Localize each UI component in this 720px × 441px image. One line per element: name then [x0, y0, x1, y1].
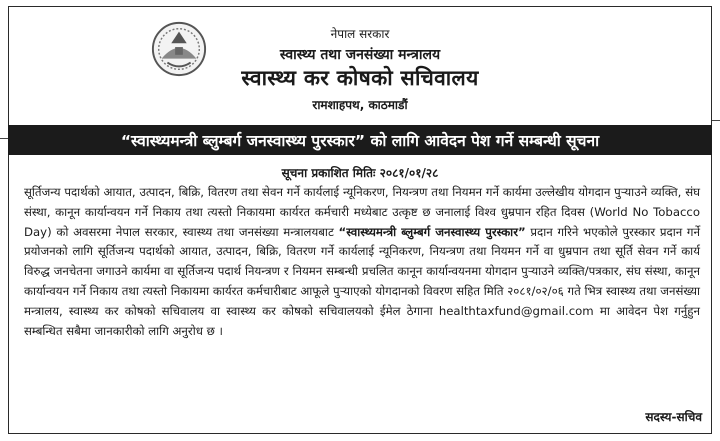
- signoff-title: सदस्य-सचिव: [645, 410, 702, 424]
- office-name: स्वास्थ्य कर कोषको सचिवालय: [241, 66, 479, 90]
- notice-title-banner: [8, 125, 712, 155]
- office-address: रामशाहपथ, काठमाडौं: [312, 98, 408, 112]
- scan-edge-mark: [0, 138, 8, 139]
- notice-body-part2: प्रदान गरिने भएकोले पुरस्कार प्रदान गर्ने प्रयोजनको लागि सूर्तिजन्य पदार्थको आयात, उत्पादन, बिक्रि, वितरण गर्ने कार्यलाई न्यूनिकरण, नियन्त्रण तथा नियमन गर्ने वा धुम्रपान तथा सूर्ति सेवन गर्ने कार्य विरुद्ध जनचेतना जगाउने कार्यमा वा सूर्तिजन्य पदार्थ नियन्त्रण र नियमन सम्बन्धी प्रचलित कानून कार्यान्वयनमा योगदान पुऱ्याउने व्यक्ति/पत्रकार, संघ संस्था, कानून कार्यान्वयन गर्ने निकाय तथा त्यस्तो निकायमा कार्यरत कर्मचारीबाट आफूले पुऱ्याएको योगदानको विवरण सहित मिति २०८१/०२/०६ गते भित्र स्वास्थ्य तथा जनसंख्या मन्त्रालय, स्वास्थ्य कर कोषको सचिवालय वा स्वास्थ्य कर कोषको सचिवालयको ईमेल ठेगाना healthtaxfund@gmail.com मा आवेदन पेश गर्नुहुन सम्बन्धित सबैमा जानकारीको लागि अनुरोध छ ।: [24, 224, 701, 338]
- notice-body-part1: सूर्तिजन्य पदार्थको आयात, उत्पादन, बिक्रि, वितरण तथा सेवन गर्ने कार्यलाई न्यूनिकरण, नियन्त्रण तथा नियमन गर्ने कार्यमा उल्लेखीय योगदान पुऱ्याउने व्यक्ति, संघ संस्था, कानून कार्यान्वयन गर्ने निकाय तथा त्यस्तो निकायमा कार्यरत कर्मचारी मध्येबाट उत्कृष्ट छ जनालाई विश्व धुम्रपान रहित दिवस (World No Tobacco Day) को अवसरमा नेपाल सरकार, स्वास्थ्य तथा जनसंख्या मन्त्रालयबाट: [24, 185, 700, 239]
- publication-date: सूचना प्रकाशित मितिः २०८१/०१/२८: [281, 166, 439, 180]
- notice-title: “स्वास्थ्यमन्त्री ब्लुम्बर्ग जनस्वास्थ्य पुरस्कार” को लागि आवेदन पेश गर्ने सम्बन्धी सूचना: [120, 132, 600, 150]
- government-name: नेपाल सरकार: [330, 27, 390, 41]
- award-name: “स्वास्थ्यमन्त्री ब्लुम्बर्ग जनस्वास्थ्य पुरस्कार”: [338, 224, 526, 239]
- ministry-name: स्वास्थ्य तथा जनसंख्या मन्त्रालय: [279, 47, 441, 63]
- scan-edge-mark: [712, 120, 720, 121]
- notice-body: [24, 183, 700, 341]
